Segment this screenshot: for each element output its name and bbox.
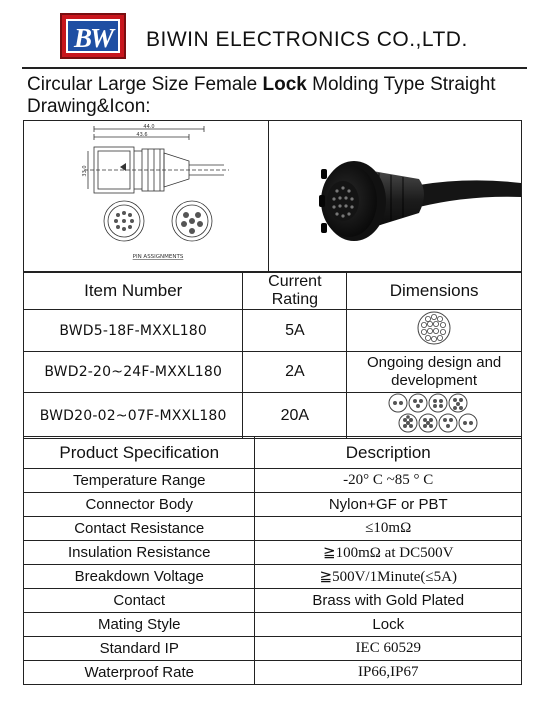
- logo-lettering: BW: [73, 23, 113, 53]
- specification-table: [23, 436, 522, 685]
- table-row: [24, 310, 522, 352]
- spec-name: Breakdown Voltage: [24, 565, 255, 589]
- spec-name: Standard IP: [24, 637, 255, 661]
- current-rating: 2A: [243, 352, 347, 393]
- table-row: [24, 613, 522, 637]
- dim-side-label: 33.0: [82, 165, 88, 177]
- dim-sub-label: 43.6: [136, 132, 148, 138]
- table-spacer: [23, 426, 522, 436]
- table-row: [24, 661, 522, 685]
- spec-name: Mating Style: [24, 613, 255, 637]
- spec-name: Contact Resistance: [24, 517, 255, 541]
- current-rating: 20A: [243, 393, 347, 439]
- spec-value: -20° C ~85 ° C: [255, 469, 522, 493]
- section-subtitle: Drawing&Icon:: [27, 96, 151, 117]
- spec-name: Temperature Range: [24, 469, 255, 493]
- drawing-panel: [23, 120, 522, 272]
- table-row: [24, 493, 522, 517]
- spec-name: Insulation Resistance: [24, 541, 255, 565]
- spec-value: Nylon+GF or PBT: [255, 493, 522, 517]
- title-prefix: Circular Large Size Female: [27, 74, 263, 95]
- spec-name: Connector Body: [24, 493, 255, 517]
- table-row: [24, 469, 522, 493]
- technical-drawing: [24, 121, 268, 271]
- header-divider: [22, 67, 527, 69]
- spec-name: Contact: [24, 589, 255, 613]
- company-name: BIWIN ELECTRONICS CO.,LTD.: [146, 28, 468, 51]
- spec-value: ≧500V/1Minute(≤5A): [255, 565, 522, 589]
- dimension-status: Ongoing design and development: [347, 352, 522, 393]
- header-description: Description: [255, 437, 522, 469]
- spec-value: IP66,IP67: [255, 661, 522, 685]
- table-row: [24, 517, 522, 541]
- spec-value: Lock: [255, 613, 522, 637]
- dim-top-label: 44.0: [143, 124, 155, 130]
- table-row: [24, 352, 522, 393]
- company-logo: [60, 13, 126, 59]
- header-current-rating: Current Rating: [243, 273, 347, 310]
- table-row: [24, 541, 522, 565]
- spec-table-header: [24, 437, 522, 469]
- pin-assignments-caption: PIN ASSIGNMENTS: [132, 254, 184, 260]
- pin-layout-18-icon: [414, 310, 454, 346]
- header-product-specification: Product Specification: [24, 437, 255, 469]
- item-table: [23, 272, 522, 439]
- spec-name: Waterproof Rate: [24, 661, 255, 685]
- item-number: BWD5-18F-MXXL180: [24, 310, 243, 352]
- item-number: BWD20-02~07F-MXXL180: [24, 393, 243, 439]
- dimension-icon: [347, 310, 522, 352]
- table-row: [24, 565, 522, 589]
- header-dimensions: Dimensions: [347, 273, 522, 310]
- product-photo: [269, 121, 521, 271]
- title-suffix: Molding Type Straight: [306, 74, 496, 95]
- spec-value: Brass with Gold Plated: [255, 589, 522, 613]
- item-table-header: [24, 273, 522, 310]
- document-header: [0, 0, 539, 62]
- product-title: [27, 74, 496, 96]
- table-row: [24, 589, 522, 613]
- current-rating: 5A: [243, 310, 347, 352]
- title-bold: Lock: [262, 74, 307, 95]
- table-row: [24, 637, 522, 661]
- spec-value: ≧100mΩ at DC500V: [255, 541, 522, 565]
- spec-value: ≤10mΩ: [255, 517, 522, 541]
- header-item-number: Item Number: [24, 273, 243, 310]
- item-number: BWD2-20~24F-MXXL180: [24, 352, 243, 393]
- spec-value: IEC 60529: [255, 637, 522, 661]
